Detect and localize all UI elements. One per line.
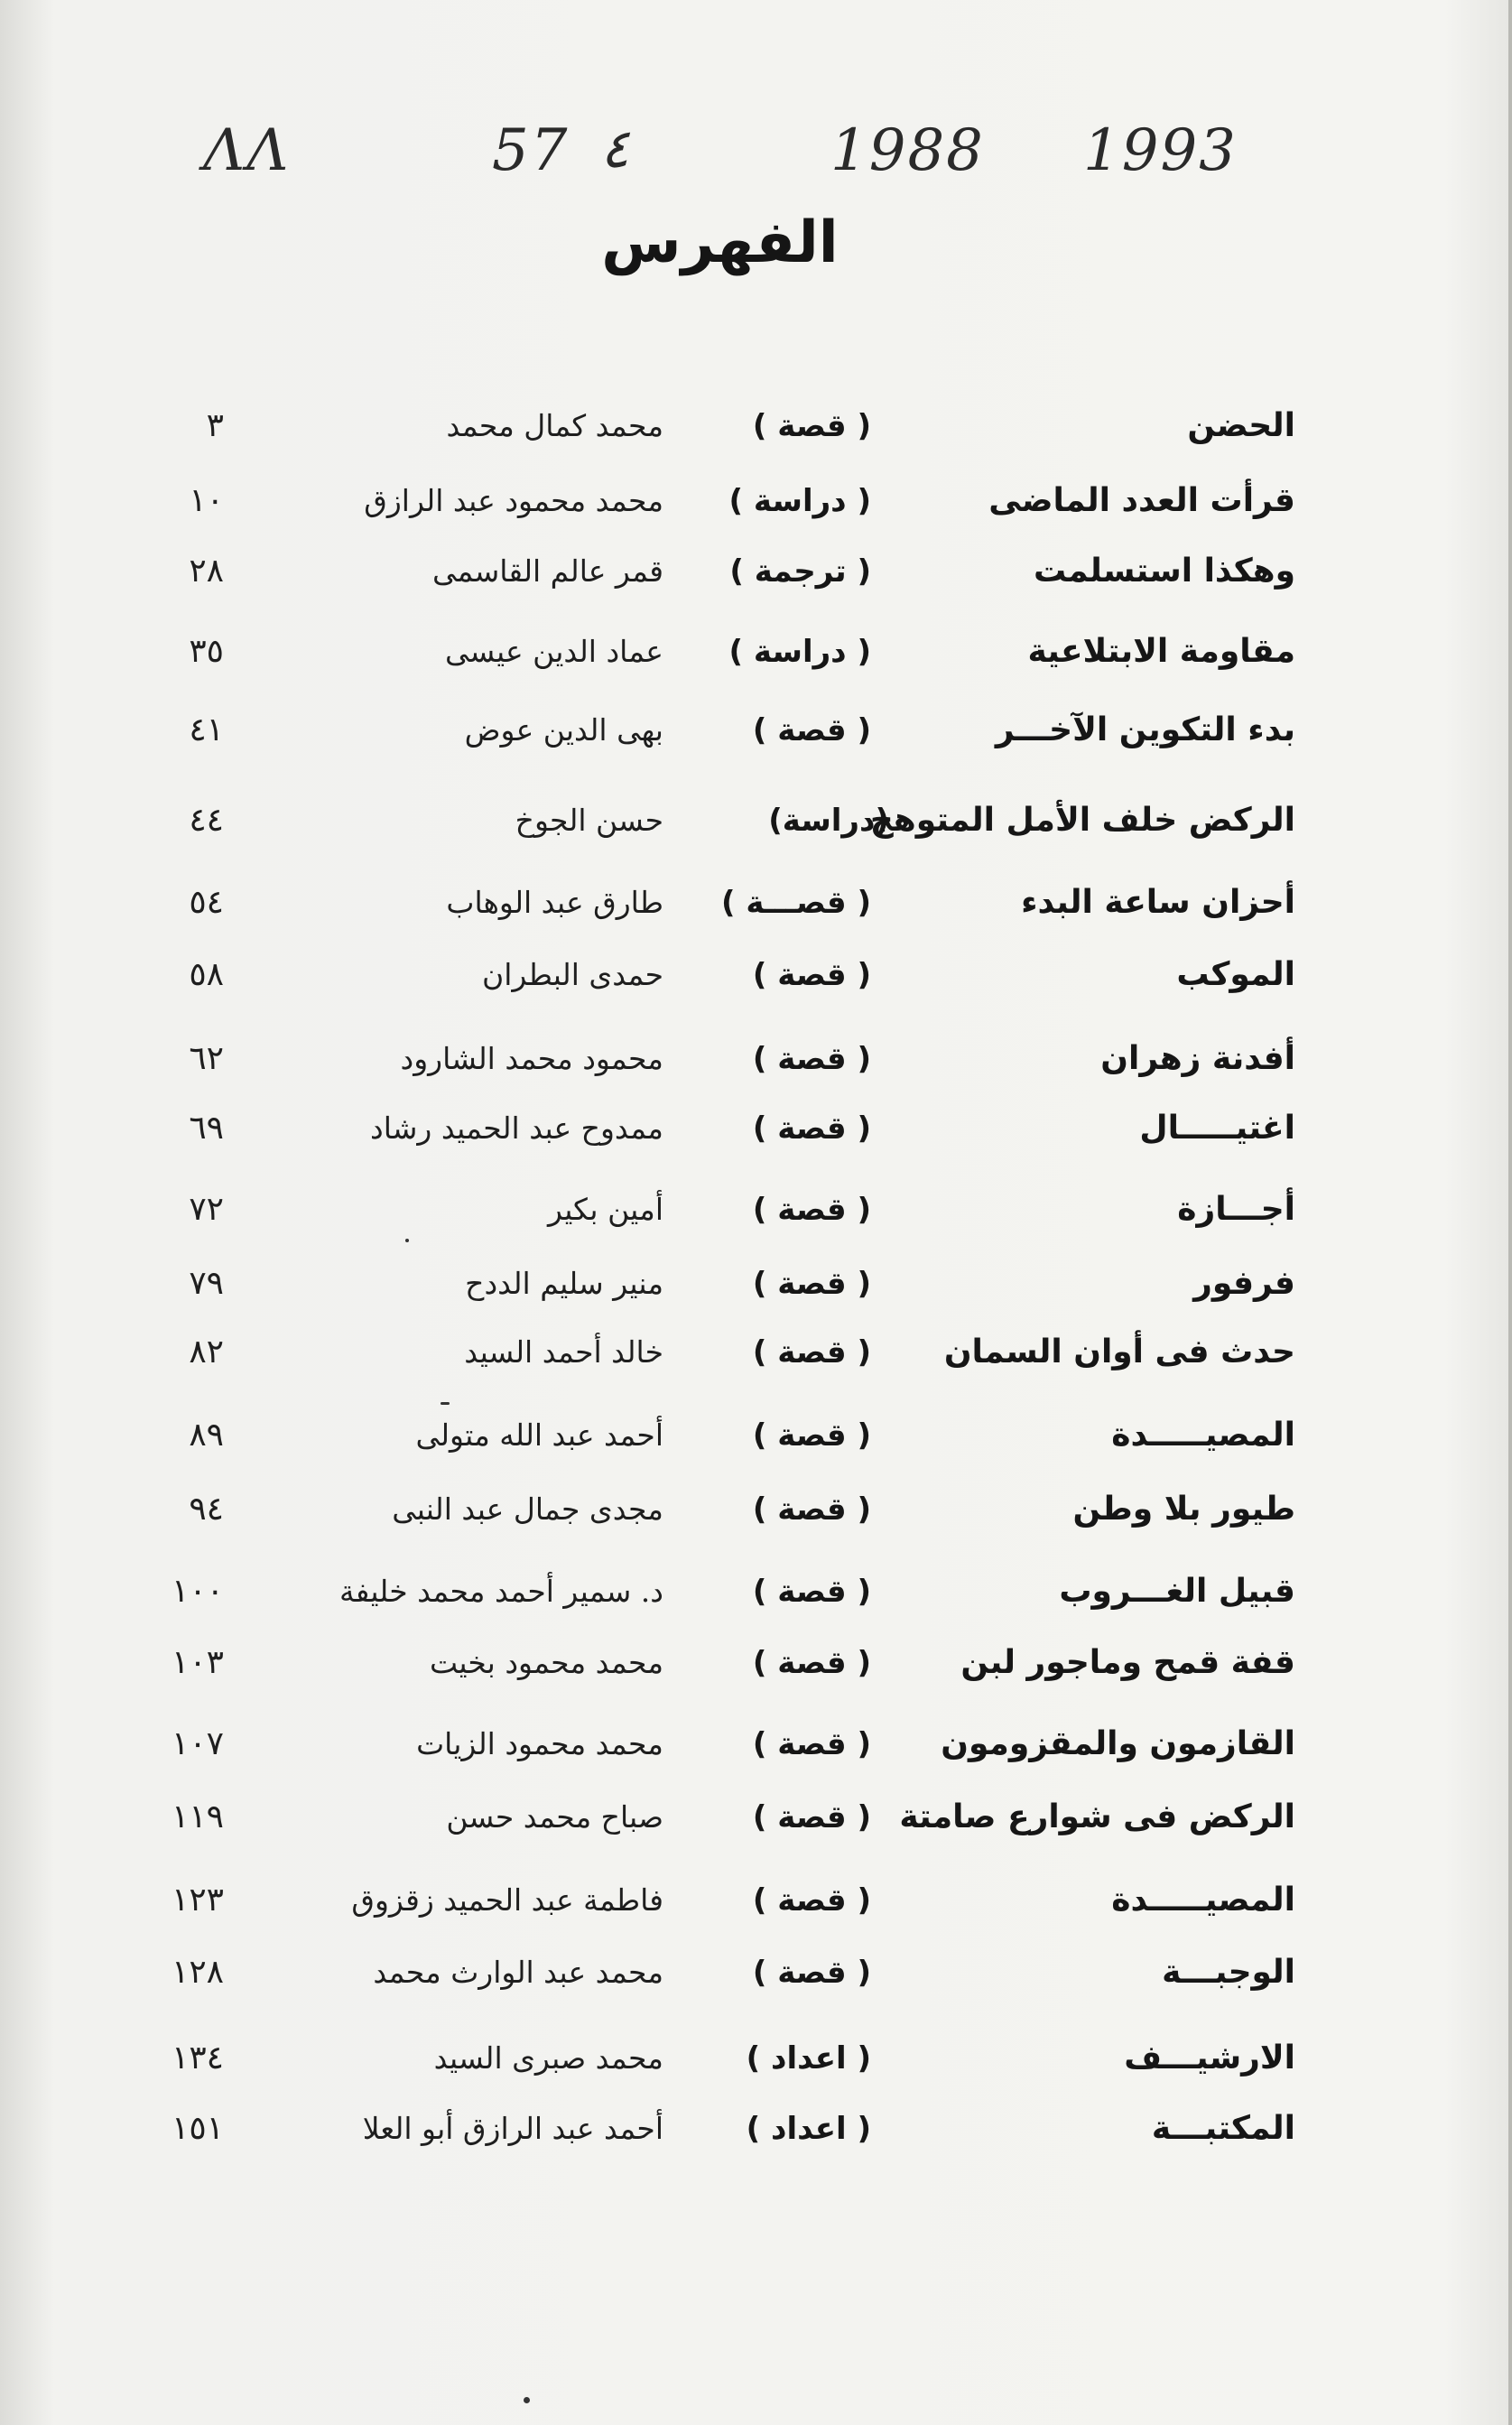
entry-page-number: ٤١: [189, 711, 224, 748]
entry-page-number: ٣٥: [189, 633, 224, 670]
entry-title: أحزان ساعة البدء: [1021, 884, 1295, 921]
entry-title: حدث فى أوان السمان: [943, 1333, 1295, 1370]
entry-type: ( دراسة ): [728, 634, 871, 670]
entry-page-number: ٤٤: [189, 802, 224, 839]
entry-author: طارق عبد الوهاب: [446, 885, 663, 920]
entry-title: الموكب: [1176, 956, 1295, 993]
entry-type: ( دراسة ): [728, 483, 871, 519]
entry-type: ( اعداد ): [746, 2111, 871, 2147]
toc-row: [0, 2031, 1512, 2086]
toc-row: [0, 625, 1512, 679]
toc-row: [0, 1717, 1512, 1771]
toc-row: [0, 1183, 1512, 1237]
entry-author: أمين بكير: [548, 1192, 663, 1227]
entry-title: وهكذا استسلمت: [1034, 553, 1295, 590]
entry-type: ( قصة ): [752, 1799, 871, 1835]
entry-author: ممدوح عبد الحميد رشاد: [370, 1110, 663, 1146]
toc-row: [0, 544, 1512, 599]
entry-title: قرأت العدد الماضى: [988, 482, 1295, 519]
handwritten-note-1: ΛΛ: [203, 117, 291, 184]
entry-page-number: ١١٩: [171, 1798, 224, 1835]
entry-title: الحضن: [1187, 407, 1295, 444]
entry-page-number: ١٠٠: [171, 1573, 224, 1610]
ink-speck: [524, 2397, 530, 2403]
entry-author: حمدى البطران: [482, 957, 663, 992]
entry-type: ( اعداد ): [746, 2040, 871, 2077]
toc-row: [0, 474, 1512, 528]
entry-title: فرفور: [1193, 1265, 1295, 1302]
entry-title: المصيـــــدة: [1111, 1417, 1295, 1454]
entry-author: حسن الجوخ: [515, 803, 663, 838]
entry-author: خالد أحمد السيد: [464, 1334, 663, 1370]
toc-row: [0, 1325, 1512, 1380]
entry-title: طيور بلا وطن: [1072, 1491, 1295, 1528]
handwritten-note-5: 1993: [1083, 117, 1238, 184]
entry-author: مجدى جمال عبد النبى: [392, 1491, 663, 1527]
ink-speck: [441, 1402, 450, 1405]
toc-row: [0, 1790, 1512, 1844]
entry-title: بدء التكوين الآخـــر: [995, 711, 1295, 748]
entry-type: ( قصة ): [752, 1574, 871, 1610]
entry-page-number: ٦٢: [189, 1040, 224, 1077]
entry-page-number: ٦٩: [189, 1110, 224, 1147]
entry-author: د. سمير أحمد محمد خليفة: [339, 1574, 663, 1609]
entry-page-number: ١٠٧: [171, 1725, 224, 1762]
entry-type: ( ترجمة ): [729, 553, 871, 590]
toc-row: [0, 1482, 1512, 1537]
entry-page-number: ١٠٣: [171, 1644, 224, 1681]
entry-page-number: ٥٨: [189, 956, 224, 993]
entry-title: أفدنة زهران: [1100, 1040, 1295, 1077]
entry-type: ( قصة ): [752, 1110, 871, 1147]
entry-type: ( قصة ): [752, 408, 871, 444]
toc-row: [0, 1565, 1512, 1619]
entry-title: قفة قمح وماجور لبن: [960, 1644, 1295, 1681]
entry-page-number: ٨٢: [189, 1333, 224, 1370]
entry-page-number: ٨٩: [189, 1417, 224, 1454]
entry-page-number: ٧٢: [189, 1191, 224, 1228]
entry-author: فاطمة عبد الحميد زقزوق: [351, 1882, 663, 1918]
entry-type: ( قصة ): [752, 1266, 871, 1302]
toc-row: [0, 2102, 1512, 2156]
handwritten-note-2: 57: [492, 117, 570, 184]
entry-author: محمد كمال محمد: [446, 408, 663, 443]
ink-speck: [405, 1239, 409, 1242]
toc-row: [0, 1101, 1512, 1156]
entry-type: ( قصة ): [752, 957, 871, 993]
entry-author: محمد محمود بخيت: [429, 1645, 663, 1680]
toc-row: [0, 1032, 1512, 1086]
entry-title: الارشيـــف: [1124, 2039, 1295, 2077]
entry-author: محمود محمد الشارود: [400, 1041, 663, 1076]
entry-type: ( قصة ): [752, 1417, 871, 1454]
entry-author: بهى الدين عوض: [464, 712, 663, 748]
entry-page-number: ١٢٨: [171, 1954, 224, 1991]
entry-title: القازمون والمقزومون: [941, 1725, 1295, 1762]
entry-type: ( قصة ): [752, 1192, 871, 1228]
handwritten-note-4: 1988: [830, 117, 985, 184]
entry-page-number: ١٣٤: [171, 2039, 224, 2077]
toc-row: [0, 399, 1512, 453]
entry-title: أجـــازة: [1177, 1191, 1295, 1228]
toc-row: [0, 703, 1512, 757]
toc-row: [0, 948, 1512, 1002]
entry-author: صباح محمد حسن: [446, 1799, 663, 1835]
handwritten-note-3: ٤: [600, 117, 630, 181]
entry-type: ( قصة ): [752, 1041, 871, 1077]
entry-author: قمر عالم القاسمى: [431, 553, 663, 589]
entry-title: قبيل الغـــروب: [1059, 1573, 1295, 1610]
entry-title: المصيـــــدة: [1111, 1881, 1295, 1919]
entry-type: ( قصة ): [752, 1645, 871, 1681]
entry-title: الركض فى شوارع صامتة: [899, 1798, 1295, 1835]
entry-title: اغتيـــــال: [1139, 1110, 1295, 1147]
entry-page-number: ١٠: [189, 482, 224, 519]
entry-title: المكتبـــة: [1151, 2110, 1295, 2147]
entry-title: الوجبـــة: [1162, 1954, 1295, 1991]
entry-page-number: ٧٩: [189, 1265, 224, 1302]
toc-row: [0, 1873, 1512, 1928]
entry-author: أحمد عبد الرازق أبو العلا: [362, 2111, 663, 2146]
entry-type: (دراسة): [768, 803, 889, 839]
toc-row: [0, 1257, 1512, 1311]
entry-page-number: ١٢٣: [171, 1881, 224, 1919]
entry-type: ( قصة ): [752, 1334, 871, 1370]
entry-page-number: ٩٤: [189, 1491, 224, 1528]
entry-page-number: ٥٤: [189, 884, 224, 921]
entry-title: الركض خلف الأمل المتوهج: [869, 802, 1295, 839]
entry-type: ( قصة ): [752, 1955, 871, 1991]
entry-type: ( قصة ): [752, 1491, 871, 1528]
entry-author: محمد محمود عبد الرازق: [364, 483, 663, 518]
toc-row: [0, 794, 1512, 848]
entry-author: محمد عبد الوارث محمد: [373, 1955, 663, 1990]
entry-page-number: ٣: [206, 407, 224, 444]
entry-author: محمد محمود الزيات: [416, 1726, 663, 1761]
entry-author: منير سليم الددح: [465, 1266, 663, 1301]
entry-type: ( قصـــة ): [721, 885, 871, 921]
toc-row: [0, 876, 1512, 930]
entry-type: ( قصة ): [752, 1726, 871, 1762]
entry-author: محمد صبرى السيد: [433, 2040, 663, 2076]
entry-page-number: ١٥١: [171, 2110, 224, 2147]
entry-page-number: ٢٨: [189, 553, 224, 590]
toc-row: [0, 1946, 1512, 2000]
entry-type: ( قصة ): [752, 1882, 871, 1919]
entry-type: ( قصة ): [752, 712, 871, 748]
page-title: الفهرس: [601, 209, 839, 276]
toc-row: [0, 1408, 1512, 1463]
entry-author: أحمد عبد الله متولى: [415, 1417, 663, 1453]
entry-author: عماد الدين عيسى: [445, 634, 663, 669]
toc-row: [0, 1636, 1512, 1690]
entry-title: مقاومة الابتلاعية: [1027, 633, 1295, 670]
